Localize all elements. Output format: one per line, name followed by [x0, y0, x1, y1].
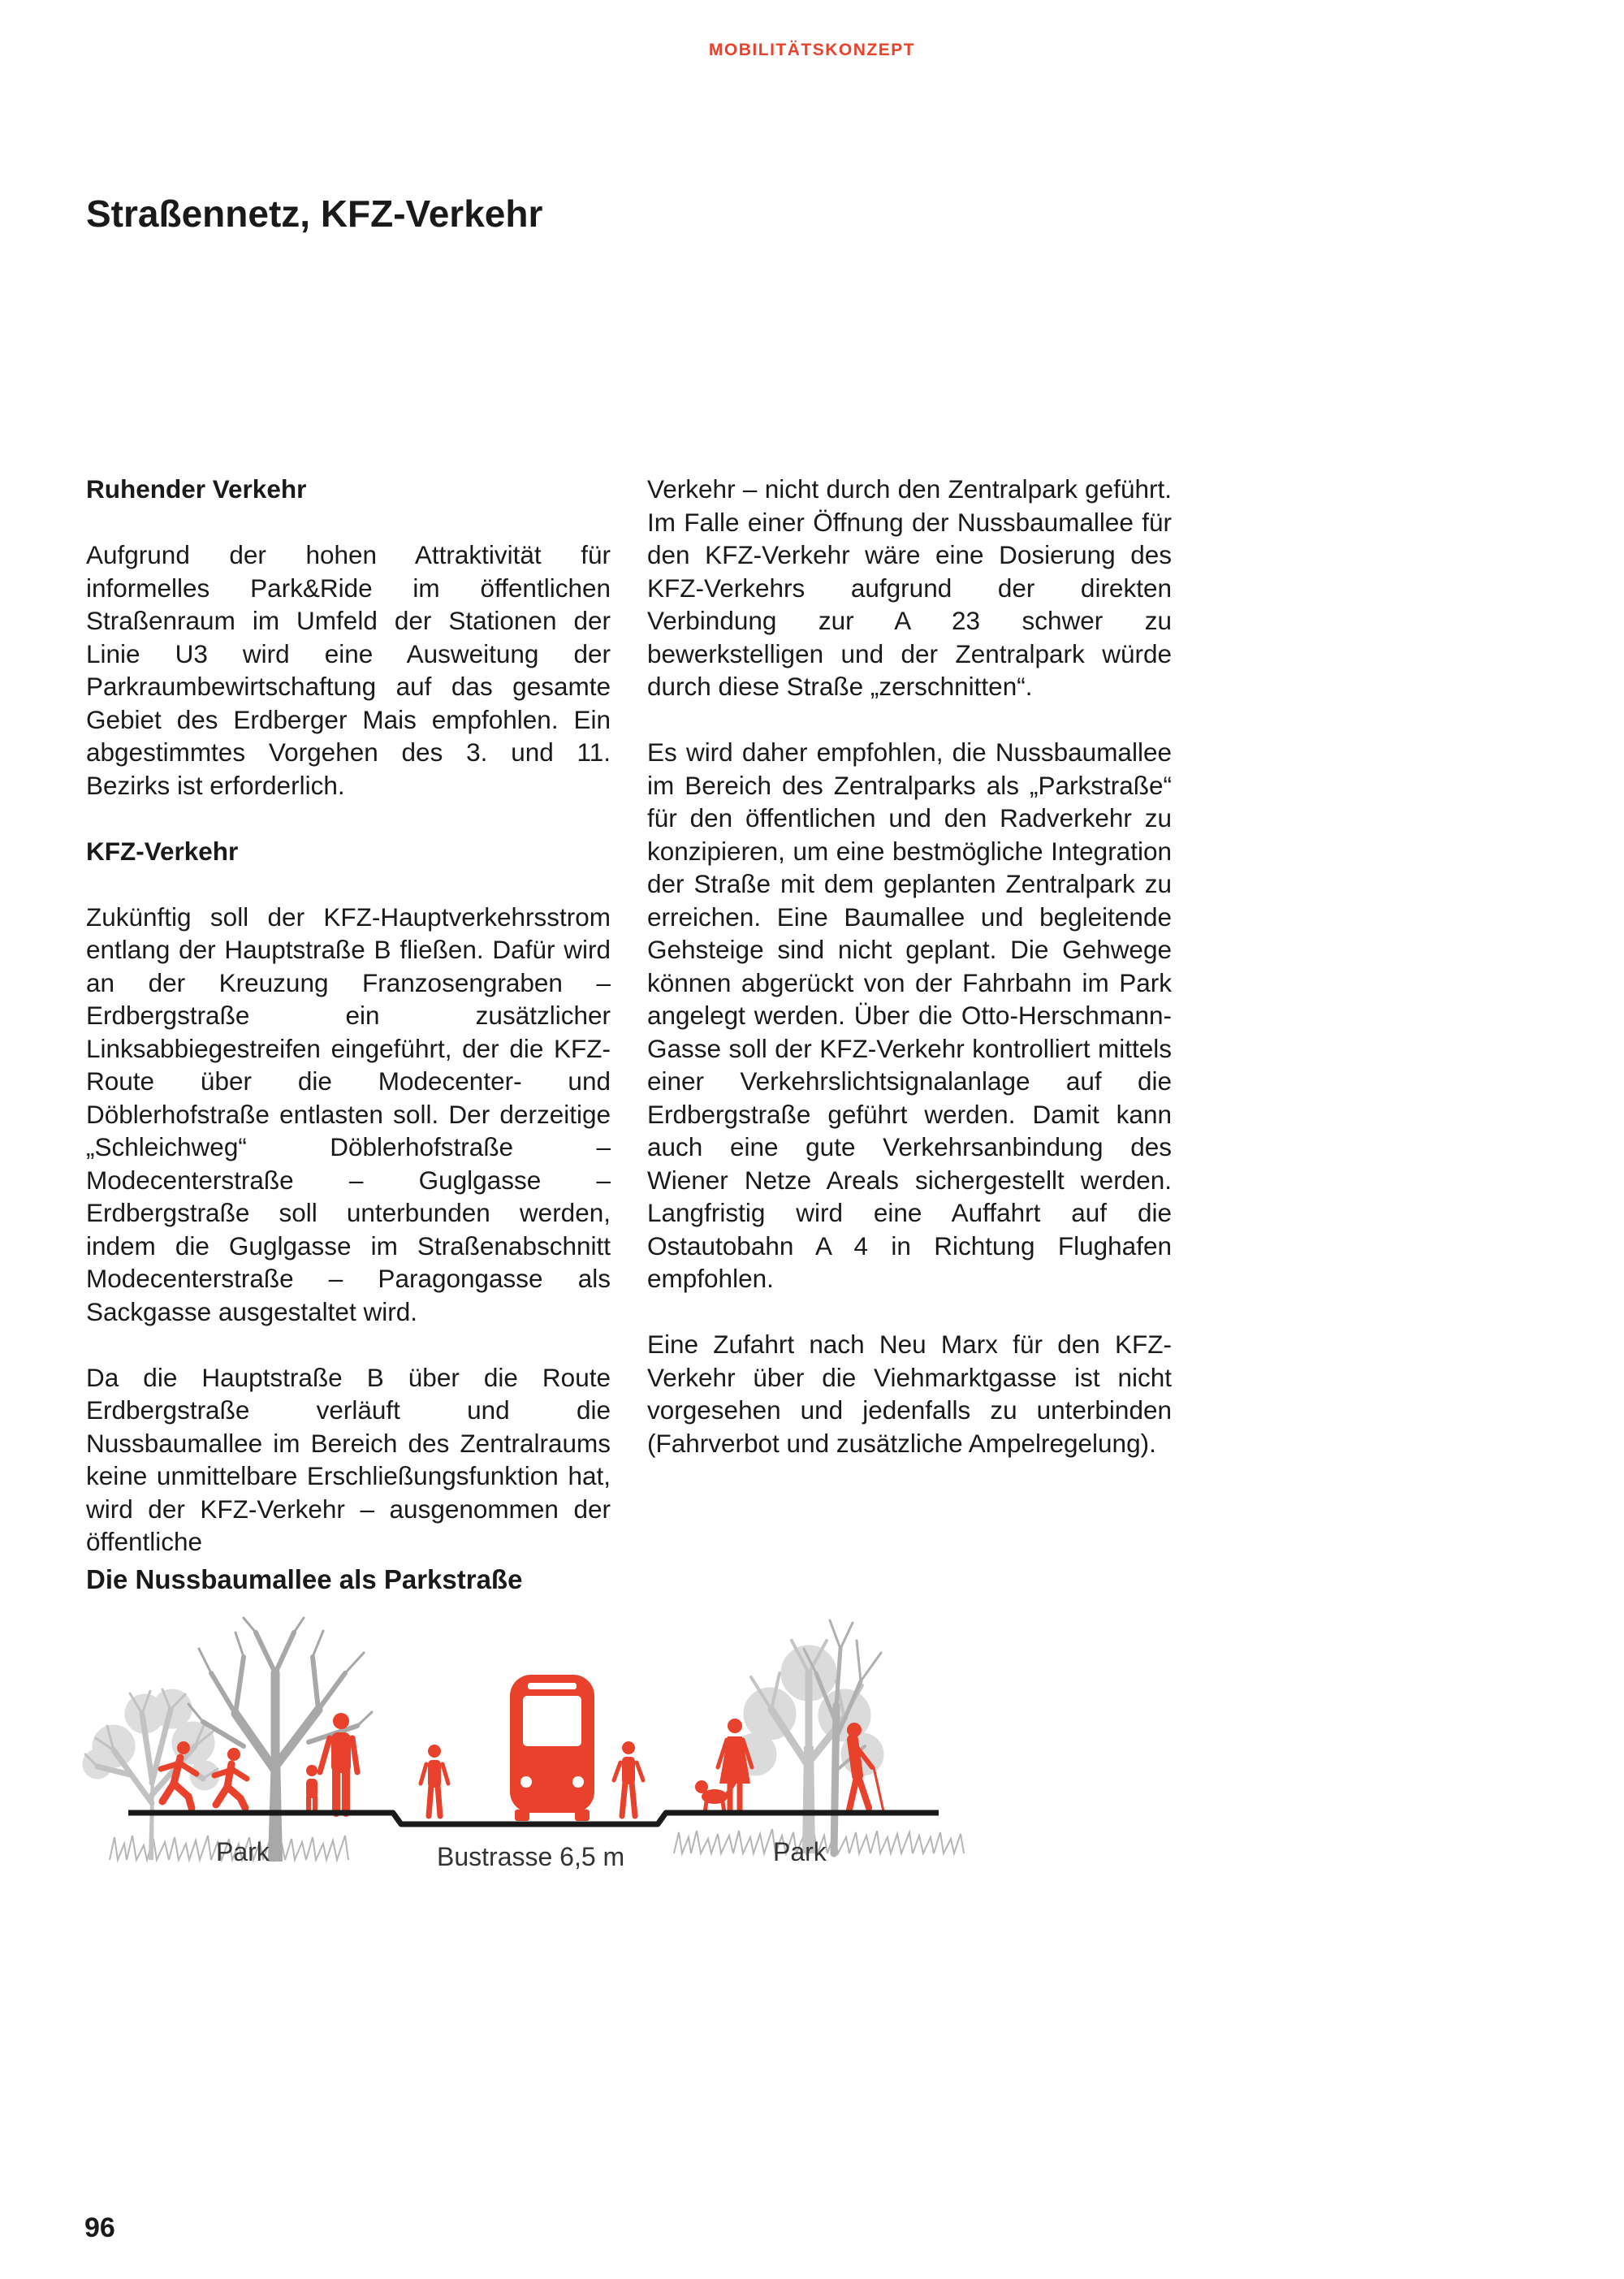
ground-profile	[128, 1813, 939, 1824]
section-label: MOBILITÄTSKONZEPT	[708, 41, 916, 59]
left-column	[86, 473, 611, 1591]
paragraph: Es wird daher empfohlen, die Nussbaumallee im Bereich des Zentralparks als „Parkstraße“ für den öffentlichen und den Radverkehr zu konzipieren, um eine bestmögliche Integration der Straße mit dem geplanten Zentralpark zu erreichen. Eine Baumallee und begleitende Gehsteige sind nicht geplant. Die Gehwege können abgerückt von der Fahrbahn im Park angelegt werden. Über die Otto-Herschmann-Gasse soll der KFZ-Verkehr kontrolliert mittels einer Verkehrslichtsignalanlage auf die Erdbergstraße geführt werden. Damit kann auch eine gute Verkehrsanbindung des Wiener Netze Areals sichergestellt werden. Langfristig wird eine Auffahrt auf die Ostautobahn A 4 in Richtung Flughafen empfohlen.	[647, 737, 1172, 1293]
label-bus-lane: Bustrasse 6,5 m	[437, 1842, 625, 1871]
pedestrian-figure	[421, 1745, 448, 1816]
page-number: 96	[84, 2212, 115, 2243]
paragraph: Aufgrund der hohen Attraktivität für informelles Park&Ride im öffentlichen Straßenraum im Umfeld der Stationen der Linie U3 wird eine Ausweitung der Parkraumbewirtschaftung auf das gesamte Gebiet des Erdberger Mais empfohlen. Ein abgestimmtes Vorgehen des 3. und 11. Bezirks ist erforderlich.	[86, 540, 611, 800]
paragraph: Verkehr – nicht durch den Zentralpark geführt. Im Falle einer Öffnung der Nussbaumallee für den KFZ-Verkehr wäre eine Dosierung des KFZ-Verkehrs aufgrund der direkten Verbindung zur A 23 schwer zu bewerkstelligen und der Zentralpark würde durch diese Straße „zerschnitten“.	[647, 474, 1172, 701]
pedestrian-figure	[614, 1741, 643, 1816]
right-column	[647, 473, 1172, 1493]
paragraph: Eine Zufahrt nach Neu Marx für den KFZ-Verkehr über die Viehmarktgasse ist nicht vorgesehen und jedenfalls zu unterbinden (Fahrverbot und zusätzliche Ampelregelung).	[647, 1330, 1172, 1458]
paragraph: Zukünftig soll der KFZ-Hauptverkehrsstrom entlang der Hauptstraße B fließen. Dafür wird an der Kreuzung Franzosengraben – Erdbergstraße ein zusätzlicher Linksabbiegestreifen eingeführt, der die KFZ-Route über die Modecenter- und Döblerhofstraße entlasten soll. Der derzeitige „Schleichweg“ Döblerhofstraße – Modecenterstraße – Guglgasse – Erdbergstraße soll unterbunden werden, indem die Guglgasse im Straßenabschnitt Modecenterstraße – Paragongasse als Sackgasse ausgestaltet wird.	[86, 902, 611, 1326]
label-park-right: Park	[773, 1837, 827, 1866]
page-title: Straßennetz, KFZ-Verkehr	[86, 192, 543, 235]
heading-kfz-verkehr: KFZ-Verkehr	[86, 836, 239, 866]
street-section-illustration	[0, 1608, 974, 2030]
paragraph: Da die Hauptstraße B über die Route Erdbergstraße verläuft und die Nussbaumallee im Bereich des Zentralraums keine unmittelbare Erschließungsfunktion hat, wird der KFZ-Verkehr – ausgenommen der öffentliche	[86, 1362, 611, 1556]
figure-title: Die Nussbaumallee als Parkstraße	[86, 1564, 523, 1594]
heading-ruhender-verkehr: Ruhender Verkehr	[86, 474, 307, 504]
bus-icon	[510, 1675, 594, 1821]
label-park-left: Park	[216, 1837, 270, 1866]
